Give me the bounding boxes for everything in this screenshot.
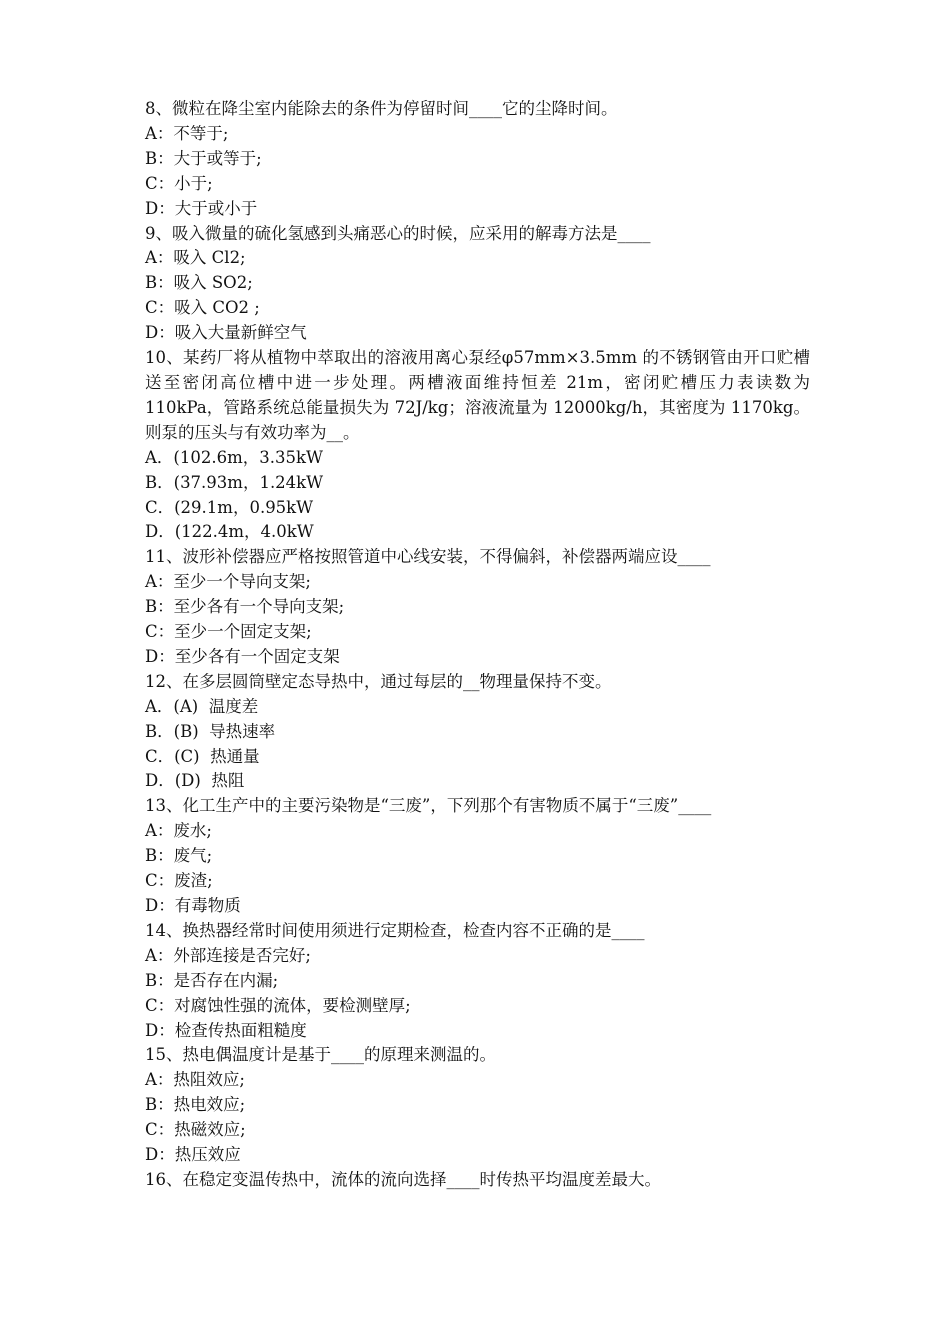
question-stem: 10、某药厂将从植物中萃取出的溶液用离心泵经φ57mm×3.5mm 的不锈钢管由开口贮槽送至密闭高位槽中进一步处理。两槽液面维持恒差 21m，密闭贮槽压力表读数为 110kPa，管路系统总能量损失为 72J/kg；溶液流量为 12000kg/h，其密度为 1170kg。则泵的压头与有效功率为__。 [145, 348, 810, 442]
option-a: A．(A) 温度差 [145, 696, 259, 716]
option-a: A：热阻效应; [145, 1070, 245, 1090]
question-8 [145, 97, 810, 222]
option-d: D．(122.4m，4.0kW [145, 522, 314, 542]
option-d: D：热压效应 [145, 1145, 241, 1165]
option-c: C：至少一个固定支架; [145, 622, 312, 642]
question-stem: 15、热电偶温度计是基于____的原理来测温的。 [145, 1045, 496, 1065]
option-b: B：吸入 SO2; [145, 273, 253, 293]
option-a: A：不等于; [145, 123, 229, 143]
option-b: B．(B) 导热速率 [145, 721, 276, 741]
option-b: B：大于或等于; [145, 148, 262, 168]
question-stem: 8、微粒在降尘室内能除去的条件为停留时间____它的尘降时间。 [145, 99, 618, 118]
option-d: D：有毒物质 [145, 896, 241, 915]
option-d: D：检查传热面粗糙度 [145, 1020, 307, 1040]
question-stem: 13、化工生产中的主要污染物是“三废”，下列那个有害物质不属于“三废”____ [145, 796, 712, 816]
option-c: C．(29.1m，0.95kW [145, 497, 314, 517]
question-15 [145, 1043, 810, 1168]
option-a: A：外部连接是否完好; [145, 945, 311, 965]
question-16 [145, 1168, 810, 1193]
option-c: C．(C) 热通量 [145, 746, 260, 766]
option-a: A：废水; [145, 821, 212, 841]
question-12 [145, 670, 810, 795]
question-14 [145, 919, 810, 1044]
option-d: D．(D) 热阻 [145, 771, 245, 791]
option-a: A：吸入 Cl2; [145, 248, 246, 268]
option-c: C：对腐蚀性强的流体，要检测壁厚; [145, 995, 411, 1015]
question-9 [145, 222, 810, 347]
question-stem: 11、波形补偿器应严格按照管道中心线安装，不得偏斜，补偿器两端应设____ [145, 547, 711, 567]
option-a: A：至少一个导向支架; [145, 572, 311, 592]
option-b: B：至少各有一个导向支架; [145, 597, 345, 617]
question-stem: 16、在稳定变温传热中，流体的流向选择____时传热平均温度差最大。 [145, 1169, 661, 1189]
option-c: C：小于; [145, 173, 213, 193]
question-list [145, 97, 810, 1193]
question-stem: 9、吸入微量的硫化氢感到头痛恶心的时候，应采用的解毒方法是____ [145, 223, 651, 243]
question-stem: 14、换热器经常时间使用须进行定期检查，检查内容不正确的是____ [145, 920, 645, 940]
option-a: A．(102.6m，3.35kW [145, 447, 323, 467]
option-d: D：吸入大量新鲜空气 [145, 323, 307, 343]
question-11 [145, 545, 810, 670]
option-b: B：热电效应; [145, 1095, 246, 1115]
option-c: C：热磁效应; [145, 1120, 246, 1140]
question-10 [145, 346, 810, 545]
option-d: D：大于或小于 [145, 198, 258, 218]
question-stem: 12、在多层圆筒壁定态导热中，通过每层的__物理量保持不变。 [145, 671, 612, 691]
question-13 [145, 794, 810, 919]
option-c: C：吸入 CO2 ; [145, 298, 260, 318]
option-b: B：废气; [145, 846, 213, 866]
option-b: B：是否存在内漏; [145, 970, 279, 990]
option-d: D：至少各有一个固定支架 [145, 646, 340, 666]
option-b: B．(37.93m，1.24kW [145, 472, 324, 492]
option-c: C：废渣; [145, 871, 213, 891]
